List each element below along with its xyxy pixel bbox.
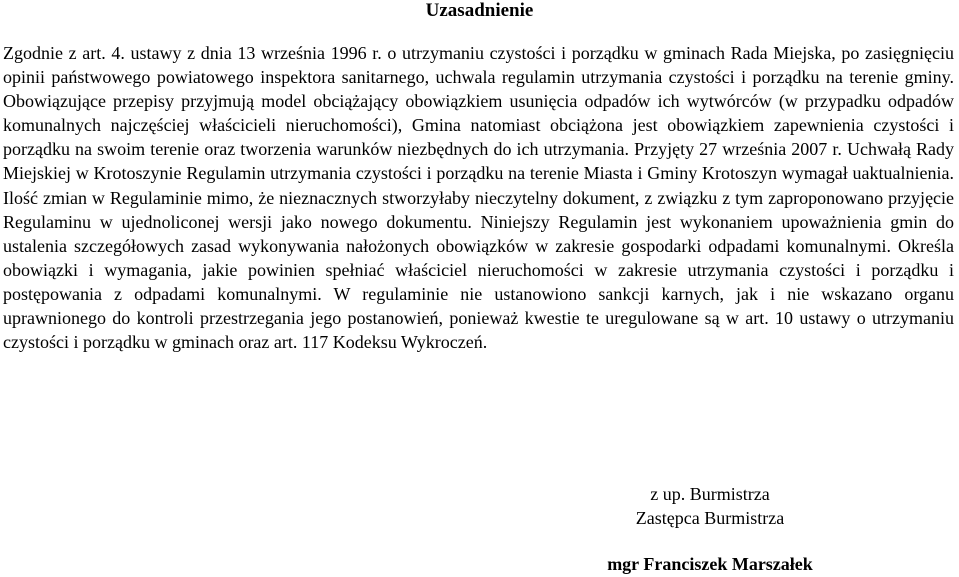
paragraph-line: natomiast obciążona jest obowiązkiem zapewnienia czystości i porządku na swoim terenie oraz tworzenia (3, 115, 955, 160)
paragraph-line: nieruchomości w zakresie utrzymania czystości i porządku i postępowania z odpadami komunalnymi. (3, 259, 955, 304)
justification-paragraph (3, 41, 954, 354)
paragraph-line: i porządku w gminach oraz art. 117 Kodeksu Wykroczeń. (73, 332, 488, 353)
paragraph-line: przestrzegania jego postanowień, ponieważ kwestie te uregulowane są w art. 10 ustawy o utrzymaniu czystości (3, 308, 954, 353)
paragraph-line: i porządku na terenie gminy. Obowiązujące przepisy przyjmują model obciążający obowiązkiem usunięcia (3, 67, 954, 112)
paragraph-line: gospodarki odpadami komunalnymi. Określa obowiązki i wymagania, jakie powinien spełniać właściciel (3, 235, 955, 280)
paragraph-line: upoważnienia gmin do ustalenia szczegółowych zasad wykonywania nałożonych obowiązków w zakresie (3, 211, 954, 256)
paragraph-line: zmian w Regulaminie mimo, że nieznacznych stworzyłaby nieczytelny dokument, z związku z tym zaproponowano (42, 187, 884, 208)
paragraph-line: Zgodnie z art. 4. ustawy z dnia 13 września 1996 r. o utrzymaniu czystości i porządku w gminach Rada Miejska, po (3, 43, 860, 63)
paragraph-line: przyjęcie Regulaminu w ujednoliconej wersji jako nowego dokumentu. Niniejszy Regulamin jest wykonaniem (3, 187, 955, 232)
signature-name: mgr Franciszek Marszałek (607, 554, 813, 574)
document-title: Uzasadnienie (425, 0, 534, 21)
paragraph-line: Regulamin utrzymania czystości i porządku na terenie Miasta i Gminy Krotoszyn wymagał uaktualnienia. Ilość (3, 163, 955, 208)
paragraph-line: warunków niezbędnych do ich utrzymania. Przyjęty 27 września 2007 r. Uchwałą Rady Miejskiej w Krotoszynie (3, 139, 955, 184)
signature-authority: z up. Burmistrza (650, 484, 770, 504)
signature-role: Zastępca Burmistrza (635, 508, 785, 528)
paragraph-line: odpadów ich wytwórców (w przypadku odpadów komunalnych najczęściej właścicieli nieruchomości), Gmina (3, 91, 954, 136)
paragraph-line: zasięgnięciu opinii państwowego powiatowego inspektora sanitarnego, uchwala regulamin utrzymania czystości (3, 43, 954, 88)
paragraph-line: W regulaminie nie ustanowiono sankcji karnych, jak i nie wskazano organu uprawnionego do kontroli (3, 283, 955, 329)
